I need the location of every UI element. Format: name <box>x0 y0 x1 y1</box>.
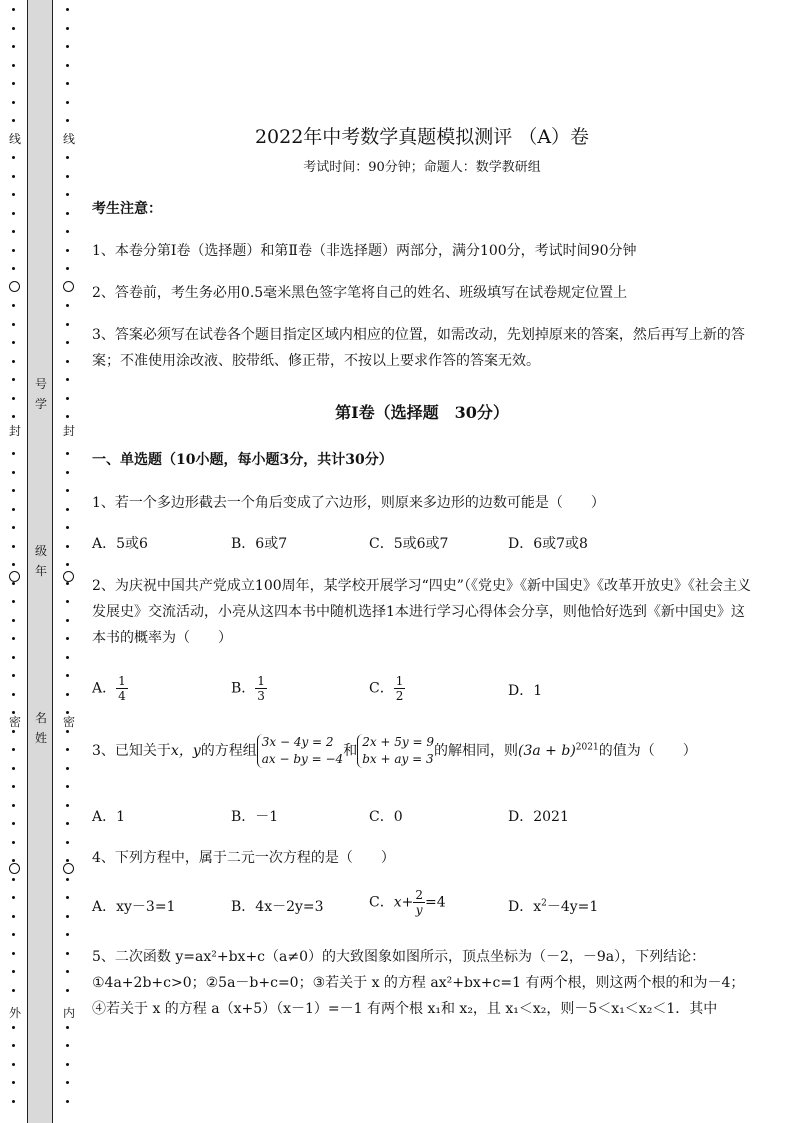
binding-dot <box>66 952 69 955</box>
binding-dot <box>66 970 69 973</box>
binding-dot <box>66 822 69 825</box>
q2-option-c[interactable]: C． $\frac{1}{2}$ <box>369 674 404 703</box>
binding-dot <box>12 64 15 67</box>
q3-option-c[interactable]: C．0 <box>369 809 403 825</box>
binding-dot <box>66 767 69 770</box>
binding-dot <box>66 711 69 714</box>
binding-dot <box>12 27 15 30</box>
binding-dot <box>66 859 69 862</box>
notice-item-2: 2、答卷前，考生务必用0.5毫米黑色签字笔将自己的姓名、班级填写在试卷规定位置上 <box>92 285 628 301</box>
q3-option-d[interactable]: D．2021 <box>508 809 569 825</box>
binding-dot <box>66 730 69 733</box>
binding-dot <box>66 1100 69 1103</box>
binding-dot <box>12 619 15 622</box>
outer-circle <box>9 281 20 292</box>
q3-option-b[interactable]: B．－1 <box>231 809 279 825</box>
q1-option-b[interactable]: B．6或7 <box>231 536 288 552</box>
binding-dot <box>66 1063 69 1066</box>
binding-dot <box>12 508 15 511</box>
outer-char-feng: 封 <box>8 424 21 438</box>
binding-dot <box>12 415 15 418</box>
exam-subtitle: 考试时间：90分钟；命题人：数学教研组 <box>303 160 541 175</box>
q1-option-c[interactable]: C．5或6或7 <box>369 536 449 552</box>
binding-dot <box>66 45 69 48</box>
binding-dot <box>66 674 69 677</box>
question-4-options <box>92 886 752 926</box>
q1-option-a[interactable]: A．5或6 <box>92 536 148 552</box>
binding-dot <box>12 471 15 474</box>
binding-dot <box>12 323 15 326</box>
binding-dot <box>66 267 69 270</box>
binding-dot <box>66 82 69 85</box>
binding-dot <box>12 341 15 344</box>
binding-dot <box>66 249 69 252</box>
binding-dot <box>12 1026 15 1029</box>
outer-char-xian: 线 <box>8 132 21 146</box>
q2-option-a[interactable]: A． $\frac{1}{4}$ <box>92 674 126 703</box>
binding-dot <box>66 64 69 67</box>
binding-dot <box>12 785 15 788</box>
equation-system-1: 3x − 4y = 2 ax − by = −4 <box>257 734 343 768</box>
binding-dot <box>66 156 69 159</box>
binding-dot <box>66 526 69 529</box>
question-1-options <box>92 533 752 561</box>
section-title: 第I卷（选择题 30分） <box>335 403 509 422</box>
binding-dot <box>12 249 15 252</box>
question-5-line-2: ①4a+2b+c>0；②5a－b+c=0；③若关于 x 的方程 ax²+bx+c=1 有两个根，则这两个根的和为－4； <box>92 975 745 991</box>
outer-circle <box>9 571 20 582</box>
binding-dot <box>12 304 15 307</box>
binding-dot <box>12 193 15 196</box>
binding-dot <box>12 989 15 992</box>
inner-circle <box>63 571 74 582</box>
binding-dot <box>66 600 69 603</box>
binding-dot <box>12 489 15 492</box>
binding-dot <box>66 175 69 178</box>
binding-dot <box>66 637 69 640</box>
binding-dot <box>66 489 69 492</box>
binding-dot <box>12 896 15 899</box>
binding-margin-inner <box>62 0 74 1123</box>
binding-dot <box>66 508 69 511</box>
inner-char-nei: 内 <box>62 1006 75 1020</box>
binding-dot <box>12 526 15 529</box>
binding-dot <box>12 933 15 936</box>
binding-dot <box>66 341 69 344</box>
q4-option-c[interactable]: C．x+ $\frac{2}{y}$ =4 <box>369 888 446 917</box>
binding-dot <box>12 175 15 178</box>
binding-dot <box>66 323 69 326</box>
binding-dot <box>66 693 69 696</box>
binding-dot <box>12 1081 15 1084</box>
notice-heading: 考生注意： <box>92 201 162 217</box>
binding-dot <box>12 397 15 400</box>
binding-dot <box>12 378 15 381</box>
binding-dot <box>66 933 69 936</box>
binding-dot <box>12 952 15 955</box>
binding-dot <box>66 915 69 918</box>
binding-dot <box>12 878 15 881</box>
binding-dot <box>12 212 15 215</box>
binding-dot <box>66 415 69 418</box>
binding-dot <box>12 804 15 807</box>
binding-dot <box>12 8 15 11</box>
notice-item-1: 1、本卷分第I卷（选择题）和第Ⅱ卷（非选择题）两部分，满分100分，考试时间90分钟 <box>92 243 637 259</box>
binding-dot <box>66 378 69 381</box>
question-5-line-3: ④若关于 x 的方程 a（x+5）（x－1）=－1 有两个根 x₁和 x₂，且 x₁＜x₂，则－5＜x₁＜x₂＜1．其中 <box>92 1001 718 1017</box>
binding-dot <box>12 822 15 825</box>
inner-dot-line <box>62 0 74 1123</box>
binding-dot <box>66 1081 69 1084</box>
student-info-band <box>27 0 53 1123</box>
binding-dot <box>12 859 15 862</box>
inner-char-mi: 密 <box>62 715 75 729</box>
binding-dot <box>12 915 15 918</box>
binding-dot <box>12 674 15 677</box>
binding-dot <box>66 193 69 196</box>
binding-dot <box>12 82 15 85</box>
inner-char-feng: 封 <box>62 424 75 438</box>
binding-dot <box>66 785 69 788</box>
inner-char-xian: 线 <box>62 132 75 146</box>
q1-option-d[interactable]: D．6或7或8 <box>508 536 588 552</box>
binding-dot <box>12 767 15 770</box>
binding-dot <box>12 970 15 973</box>
binding-dot <box>66 101 69 104</box>
binding-dot <box>66 804 69 807</box>
binding-dot <box>66 545 69 548</box>
question-4-stem: 4、下列方程中，属于二元一次方程的是（ ） <box>92 850 395 866</box>
binding-dot <box>12 360 15 363</box>
q4-option-a[interactable]: A．xy－3=1 <box>92 899 176 915</box>
binding-dot <box>66 619 69 622</box>
binding-dot <box>66 8 69 11</box>
question-3-stem: 3、已知关于x，y的方程组 3x − 4y = 2 ax − by = −4 和 2x + 5y = 9 bx + ay = 3 的解相同，则$(3a + b)^{2021}$的值为（ ） <box>92 735 697 766</box>
q3-option-a[interactable]: A．1 <box>92 809 126 825</box>
q4-option-b[interactable]: B．4x－2y=3 <box>231 899 324 915</box>
binding-dot <box>66 397 69 400</box>
binding-dot <box>12 545 15 548</box>
binding-dot <box>12 452 15 455</box>
inner-circle <box>63 281 74 292</box>
binding-dot <box>66 878 69 881</box>
binding-dot <box>12 119 15 122</box>
q4-option-d[interactable]: D．$x^2-4y=1$ <box>508 898 599 915</box>
question-5-line-1: 5、二次函数 y=ax²+bx+c（a≠0）的大致图象如图所示，顶点坐标为（－2，－9a），下列结论： <box>92 949 706 965</box>
binding-dot <box>12 637 15 640</box>
binding-dot <box>66 27 69 30</box>
binding-dot <box>12 230 15 233</box>
equation-system-2: 2x + 5y = 9 bx + ay = 3 <box>357 734 434 768</box>
binding-dot <box>66 748 69 751</box>
binding-margin-outer <box>8 0 20 1123</box>
binding-dot <box>66 1044 69 1047</box>
binding-dot <box>12 267 15 270</box>
binding-dot <box>66 119 69 122</box>
binding-dot <box>66 1026 69 1029</box>
binding-dot <box>12 563 15 566</box>
binding-dot <box>12 693 15 696</box>
binding-dot <box>66 896 69 899</box>
class-label: 级 年 <box>34 544 47 578</box>
binding-dot <box>12 600 15 603</box>
part-heading: 一、单选题（10小题，每小题3分，共计30分） <box>92 452 393 468</box>
outer-dot-line <box>8 0 20 1123</box>
student-id-label: 号 学 <box>34 377 47 411</box>
binding-dot <box>66 360 69 363</box>
binding-dot <box>12 45 15 48</box>
outer-char-mi: 密 <box>8 715 21 729</box>
binding-dot <box>12 656 15 659</box>
outer-circle <box>9 863 20 874</box>
notice-item-3: 3、答案必须写在试卷各个题目指定区域内相应的位置，如需改动，先划掉原来的答案，然后再写上新的答案；不准使用涂改液、胶带纸、修正带，不按以上要求作答的答案无效。 <box>92 327 745 369</box>
question-3-options <box>92 806 752 834</box>
binding-dot <box>66 989 69 992</box>
binding-dot <box>66 304 69 307</box>
binding-dot <box>66 212 69 215</box>
q2-option-d[interactable]: D．1 <box>508 683 543 699</box>
binding-dot <box>12 101 15 104</box>
binding-dot <box>12 841 15 844</box>
inner-circle <box>63 863 74 874</box>
binding-dot <box>12 1100 15 1103</box>
outer-char-wai: 外 <box>8 1006 21 1020</box>
binding-dot <box>12 1044 15 1047</box>
binding-dot <box>12 156 15 159</box>
question-2-stem: 2、为庆祝中国共产党成立100周年，某学校开展学习“四史”（《党史》《新中国史》《改革开放史》《社会主义发展史》交流活动，小亮从这四本书中随机选择1本进行学习心得体会分享，则他恰好选到《新中国史》这本书的概率为（ ） <box>92 578 751 646</box>
binding-dot <box>12 730 15 733</box>
binding-dot <box>12 711 15 714</box>
question-1-stem: 1、若一个多边形截去一个角后变成了六边形，则原来多边形的边数可能是（ ） <box>92 495 605 511</box>
binding-dot <box>66 452 69 455</box>
binding-dot <box>12 1063 15 1066</box>
q2-option-b[interactable]: B． $\frac{1}{3}$ <box>231 674 265 703</box>
exam-title: 2022年中考数学真题模拟测评 （A）卷 <box>254 126 590 148</box>
question-2-options <box>92 672 752 708</box>
binding-dot <box>66 230 69 233</box>
binding-dot <box>12 748 15 751</box>
binding-dot <box>66 563 69 566</box>
binding-dot <box>66 656 69 659</box>
binding-dot <box>66 471 69 474</box>
name-label: 名 姓 <box>34 711 47 745</box>
binding-dot <box>66 841 69 844</box>
